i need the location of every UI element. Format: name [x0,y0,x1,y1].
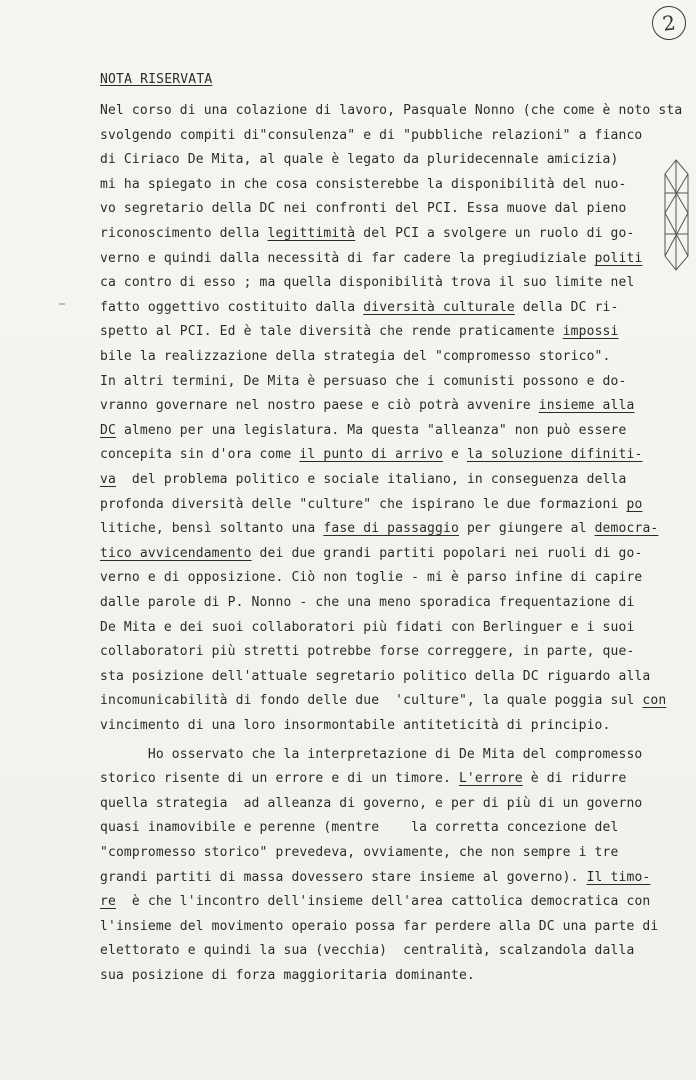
text-line [100,820,618,840]
text-line [100,251,642,271]
text-line [100,472,626,492]
text-run: incomunicabilità di fondo delle due 'culture", la quale poggia sul [100,693,643,709]
underlined-text: Il timo- [586,869,651,885]
text-run: concepita sin d'ora come [100,447,300,463]
underlined-text: legittimità [267,226,356,241]
text-run: svolgendo compiti di"consulenza" e di "pubbliche relazioni" a fianco [100,127,643,143]
text-run: l'insieme del movimento operaio possa far perdere alla DC una parte di [100,918,659,934]
text-run: ca contro di esso ; ma quella disponibilità trova il suo limite nel [100,275,635,291]
underlined-text: tico avvicendamento [100,545,252,561]
text-line [100,349,611,369]
text-line [100,226,634,246]
text-run: spetto al PCI. Ed è tale diversità che rende praticamente [100,324,563,340]
text-run: sta posizione dell'attuale segretario politico della DC riguardo alla [100,668,651,684]
text-line [100,177,626,197]
text-run: vo segretario della DC nei confronti del PCI. Essa muove dal pieno [100,201,627,217]
text-line [100,669,650,689]
text-line [100,771,626,791]
text-run: mi ha spiegato in che cosa consisterebbe la disponibilità del nuo- [100,176,627,192]
text-line [100,595,634,615]
text-line [100,324,619,344]
text-run: grandi partiti di massa dovessero stare insieme al governo). [100,869,587,885]
text-run: Nel corso di una colazione di lavoro, Pasquale Nonno (che come è noto sta [100,103,683,118]
margin-annotation-icon [661,158,691,273]
text-run: collaboratori più stretti potrebbe forse correggere, in parte, que- [100,644,635,660]
text-run: riconoscimento della [100,226,268,241]
text-line [100,497,642,517]
text-run: vincimento di una loro insormontabile antiteticità di principio. [100,718,611,733]
text-line [100,644,634,664]
text-line [100,521,658,541]
text-line [100,620,634,640]
underlined-text: po [626,496,643,512]
text-run: In altri termini, De Mita è persuaso che i comunisti possono e do- [100,373,627,389]
text-line [100,152,618,172]
text-run: del PCI a svolgere un ruolo di go- [355,226,635,241]
underlined-text: democra- [594,521,659,537]
text-line [100,546,642,566]
underlined-text: con [642,693,667,709]
text-line [100,374,626,394]
text-line [100,693,666,713]
text-line [100,845,618,865]
text-line [100,103,682,123]
text-line [100,747,642,767]
underlined-text: re [100,894,116,910]
text-line [100,201,626,221]
text-run: almeno per una legislatura. Ma questa "alleanza" non può essere [115,422,627,438]
underlined-text: diversità culturale [363,299,515,315]
text-run: verno e di opposizione. Ciò non toglie - mi è parso infine di capire [100,570,643,586]
text-run: bile la realizzazione della strategia del "compromesso storico". [100,349,611,364]
text-line [100,300,619,320]
text-line [100,943,634,963]
page-number-circled: 2 [650,4,688,42]
text-line [100,870,650,890]
underlined-text: politi [594,250,643,266]
text-run: storico risente di un errore e di un timore. [100,771,459,787]
margin-tick [59,303,65,305]
text-run: è di ridurre [522,771,627,787]
text-run: del problema politico e sociale italiano, in conseguenza della [115,472,627,487]
text-run: elettorato e quindi la sua (vecchia) centralità, scalzandola dalla [100,943,635,959]
text-run: per giungere al [458,521,595,537]
text-run: vranno governare nel nostro paese e ciò potrà avvenire [100,398,539,414]
underlined-text: insieme alla [538,398,635,414]
underlined-text: va [100,472,116,487]
underlined-text: impossi [562,324,619,340]
underlined-text: la soluzione difiniti- [466,447,643,463]
document-title: NOTA RISERVATA [100,72,213,87]
text-run: "compromesso storico" prevedeva, ovviamente, che non sempre i tre [100,845,619,860]
text-run: profonda diversità delle "culture" che ispirano le due formazioni [100,496,627,512]
text-line [100,718,611,738]
text-run: De Mita e dei suoi collaboratori più fidati con Berlinguer e i suoi [100,619,635,635]
text-line [100,919,658,939]
text-run: della DC ri- [514,299,619,315]
underlined-text: L'errore [458,771,523,787]
text-run: Ho osservato che la interpretazione di De Mita del compromesso [100,746,643,762]
text-line [100,447,642,467]
text-run: sua posizione di forza maggioritaria dominante. [100,968,475,983]
text-run: e [443,447,467,463]
text-line [100,423,626,443]
text-run: quasi inamovibile e perenne (mentre la corretta concezione del [100,820,619,836]
text-run: fatto oggettivo costituito dalla [100,299,364,315]
text-line [100,570,642,590]
text-line [100,128,642,148]
underlined-text: fase di passaggio [323,521,459,537]
text-run: dei due grandi partiti popolari nei ruoli di go- [251,545,643,561]
text-line [100,275,634,295]
text-line [100,796,642,816]
text-run: litiche, bensì soltanto una [100,521,324,537]
text-run: quella strategia ad alleanza di governo, e per di più di un governo [100,795,643,811]
text-run: di Ciriaco De Mita, al quale è legato da pluridecennale amicizia) [100,152,619,168]
text-line [100,398,634,418]
text-run: verno e quindi dalla necessità di far cadere la pregiudiziale [100,250,595,266]
text-line [100,968,475,988]
underlined-text: il punto di arrivo [299,447,444,463]
text-run: è che l'incontro dell'insieme dell'area cattolica democratica con [115,894,651,910]
underlined-text: DC [100,422,116,438]
text-line [100,894,650,914]
text-run: dalle parole di P. Nonno - che una meno sporadica frequentazione di [100,595,635,610]
